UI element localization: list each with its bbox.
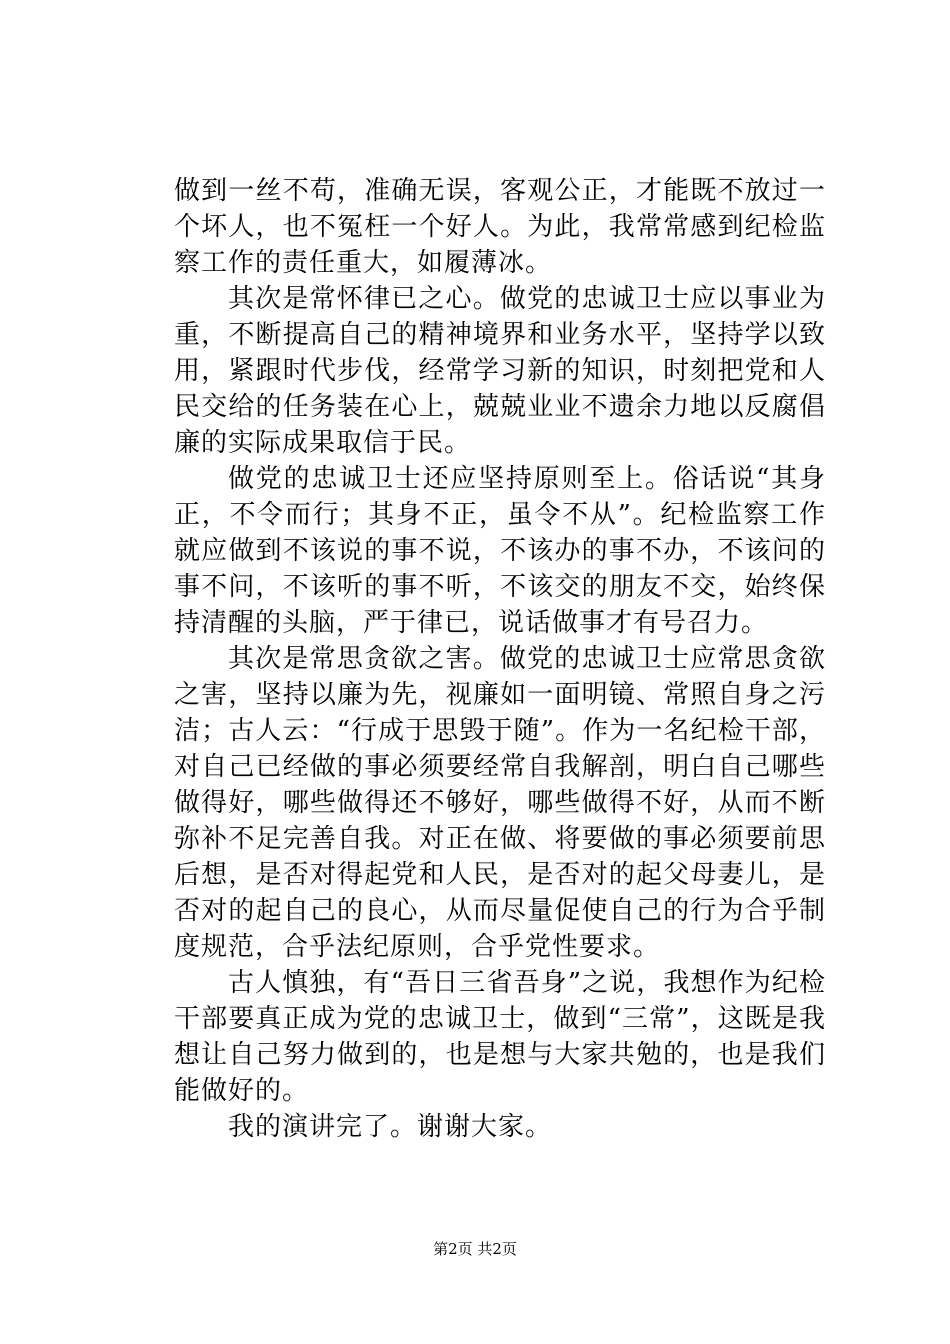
paragraph-principles: 做党的忠诚卫士还应坚持原则至上。俗话说“其身正，不令而行；其身不正，虽令不从”。纪检监察工作就应做到不该说的事不说，不该办的事不办，不该问的事不问，不该听的事不听，不该交的朋友不交，始终保持清醒的头脑，严于律已，说话做事才有号召力。 [174,464,826,638]
page-number-footer: 第2页 共2页 [433,1240,517,1258]
document-body [174,173,826,1145]
paragraph-continuation: 做到一丝不苟，准确无误，客观公正，才能既不放过一个坏人，也不冤枉一个好人。为此，我常常感到纪检监察工作的责任重大，如履薄冰。 [174,176,826,278]
paragraph-reflection: 古人慎独，有“吾日三省吾身”之说，我想作为纪检干部要真正成为党的忠诚卫士，做到“三常”，这既是我想让自己努力做到的，也是想与大家共勉的，也是我们能做好的。 [174,968,826,1106]
paragraph-greed: 其次是常思贪欲之害。做党的忠诚卫士应常思贪欲之害，坚持以廉为先，视廉如一面明镜、常照自身之污洁；古人云：“行成于思毁于随”。作为一名纪检干部，对自己已经做的事必须要经常自我解剖，明白自己哪些做得好，哪些做得还不够好，哪些做得不好，从而不断弥补不足完善自我。对正在做、将要做的事必须要前思后想，是否对得起党和人民，是否对的起父母妻儿，是否对的起自己的良心，从而尽量促使自己的行为合乎制度规范，合乎法纪原则，合乎党性要求。 [174,644,826,962]
paragraph-self-discipline: 其次是常怀律已之心。做党的忠诚卫士应以事业为重，不断提高自己的精神境界和业务水平，坚持学以致用，紧跟时代步伐，经常学习新的知识，时刻把党和人民交给的任务装在心上，兢兢业业不遗余力地以反腐倡廉的实际成果取信于民。 [174,284,826,458]
paragraph-closing: 我的演讲完了。谢谢大家。 [228,1112,553,1142]
